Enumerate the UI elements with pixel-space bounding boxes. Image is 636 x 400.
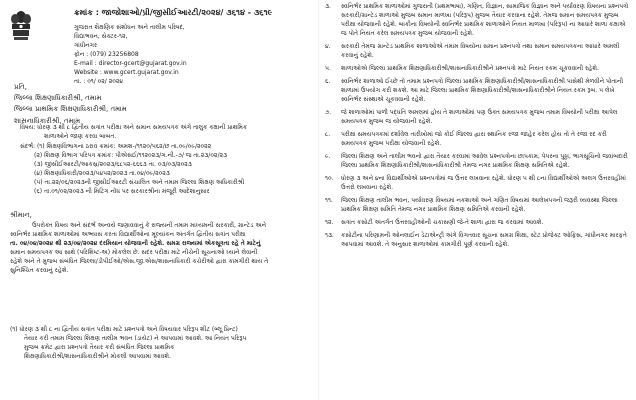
list-item [325,77,631,104]
references [20,142,312,196]
body-line: ઉપરોક્ત વિષય અને સંદર્ભ અન્વયે જણાવવાનું કે રાજ્યની તમામ માધ્યમની સરકારી, ગ્રાન્ટેડ અને [32,222,267,229]
list-item [325,64,631,73]
letter-page-right [318,0,636,400]
list-item [325,42,631,60]
item-text: ધોરણ ૩ અને ૪ના વિદ્યાર્થીઓએ પ્રશ્નપત્રોમાં જ ઉત્તર લખવાના રહેશે. ધોરણ ૫ થી ૮ના વિદ્યાર્થીઓએ અલગ ઉત્તરવહીમાં ઉત્તરો લખવાના રહેશે. [341,175,626,191]
subject-line: વિષય: ધોરણ ૩ થી ૮ દ્વિતીય સત્રાંત પરીક્ષા અને સમાન સમયપત્રક અંગે તાલુક કક્ષાની પ્રાથમિક [20,124,248,131]
reference-line: (૨) શિક્ષણ વિભાગ પરિપત્ર ક્રમાંક: પીએસઈ/૧૧૨૦૨૩/ગ.ની.-૭/ જ તા.૨૩/૦૨/૨૩ [34,152,227,159]
instruction-item-1 [10,325,310,361]
office-website: Website : www.gcert.gujarat.gov.in [74,69,179,76]
item-text: સ્વનિર્ભર પ્રાથમિક શાળાઓમાં ગુજરાતી (પ્રથમભાષા), ગણિત, વિજ્ઞાન, સામાજિક વિજ્ઞાન અને પર્યાવરણ વિષયના પ્રશ્નપત્રો સરકારી/ગ્રાન્ટેડ શાળાઓ મુજબ સમાન માળખા (પરિરૂપ) મુજબ તૈયાર કરવાના રહેશે. તેમજ સમાન સમયપત્રક મુજબ પરીક્ષા યોજવાની રહેશે. બાકીના વિષયોની સ્વનિર્ભર પ્રાથમિક શાળાઓને નિયત માળખા (પરિરૂપ) ના આધારે શાળા કક્ષાએ જ પોતે નિયત કરેલ સમયપત્રક મુજબ યોજવાની રહેશે. [341,3,629,37]
subject-line: શાળાઓને જાણ કરવા બાબત. [44,133,117,140]
item-number: ૧૩. [325,232,334,239]
item-number: ૭. [325,109,332,116]
item-number: ૪. [325,43,331,50]
item-text: શાળાઓએ જિલ્લા પ્રાથમિક શિક્ષણાધિકારીશ્રી/શાસનાધિકારીશ્રીને પ્રશ્નપત્રો માટે નિયત રકમ ચૂકવવાની રહેશે. [341,65,599,72]
reference-line: (૩) જીસીઈઆરટી/આકસ્ર/૨૦૨૩/૬૮૫૨-૬૬૬૩ તા. ૦૩/૦૩/૨૦૨૩ [34,161,192,168]
item-text: જે શાળાઓમાં પાળી પદ્ધતિ અમલમાં હોય તે શાળાઓમાં પણ ઉક્ત સમયપત્રક મુજબ તમામ વિષયોની પરીક્ષા આપેલ સમયપત્રક મુજબ જ યોજવાની રહેશે. [341,109,618,125]
item-number: ૧૧. [325,197,333,204]
body-line: મુજબ ક્રમેટ દ્વારા પ્રશ્નપત્રો તૈયાર કરી સંબંધિત જિલ્લા પ્રાથમિક [24,344,175,351]
office-email: E-mail : director-gcert@gujarat.gov.in [74,60,187,67]
office-phone: ફોન : (079) 23256808 [74,51,139,58]
recipient-line: જિલ્લા પ્રાથમિક શિક્ષણાધિકારીશ્રી, તમામ [14,105,127,114]
list-item [325,174,631,192]
reference-line: સંદર્ભ: (૧) શિક્ષણવિભાગના ઠરાવ ક્રમાંક: અમશ-/૧૧૨૦/૫૬૨/છ તા.૦૯/૦૯/૨૦૨૨ [20,143,212,150]
item-number: ૮. [325,131,331,138]
item-number: ૧૨. [325,219,334,226]
item-number: ૬. [325,78,331,85]
item-text: સત્રાંત કસોટી અંતર્ગત ઉત્તરવહીઓની ચકાસણી જે-તે શાળા દ્વારા જ કરવામાં આવશે. [341,219,544,226]
item-number: ૯. [325,153,331,160]
item-text: જિલ્લા શિક્ષણ તાલીમ ભવન, પર્યાવરણ વિષયમાં નકશાઓ અને ગણિત વિષયમાં આલેખપત્રની જરૂરી વ્યવસ્થા જિલ્લા પ્રાથમિક શિક્ષણ સમિતિ તેમજ નગર પ્રાથમિક શિક્ષણ સમિતિએ કરવાની રહેશે. [341,197,618,213]
office-line: વિદ્યાભવન, સેક્ટર-૧૨, [74,33,128,40]
salutation: શ્રીમાન, [10,211,32,219]
body-line: શિક્ષણાધિકારીશ્રી/શાસનાધિકારીશ્રીને મોકલી આપવામાં આવશે. [24,353,171,360]
recipient-line: શાસનાધિકારીશ્રી, તમામ [14,116,81,125]
recipients [14,82,309,127]
body-line: સુનિશ્ચિત કરવાનું રહેશે. [10,267,69,274]
body-line: રહેશે અને તે મુજબ સંબંધિત જિલ્લા/ડીપીઈઓ/એસ.જી.એસ/શાસનાધિકારી કચેરીઓ દ્વારા કામગીરી થાય તે [10,258,269,265]
list-item [325,2,631,38]
letter-date: તા. : ૦૧/ ૦૨/ ૨૦૨૪ [74,78,124,85]
item-text: કસોટીના પરિણામની ઓનલાઈન ડેટાએન્ટ્રી અંગે વિગતવાર સૂચના સમગ્ર શિક્ષા, સ્ટેટ પ્રોજેક્ટ ઓફિસ, ગાંધીનગર મારફતે આપવામાં આવશે. તે અનુસાર શાળાઓમાં કામગીરી પૂર્ણ કરવાની રહેશે. [341,232,627,248]
body-paragraph [10,221,310,275]
list-item [325,196,631,214]
letter-number: ક્રમાંક : જાજોશાઓ/પ્રી/જીસીઈઆરટી/૨૦૨૪/ ૩૬૧૪ - ૩૬૧૯ [74,8,273,17]
list-item [325,218,631,227]
item-text: જિલ્લા શિક્ષણ અને તાલીમ ભવનો દ્વારા તૈયાર કરવામાં આવેલ પ્રશ્નપત્રોના છાપકામ, પેપરના પુઠ્ઠા, ભાગસૂચિનો જવાબદારી જિલ્લા પ્રાથમિક શિક્ષણાધિકારીશ્રી/શાસનાધિકારીશ્રી તેમજ નગર પ્રાથમિક શિક્ષણ સમિતિએ રહેશે. [341,153,628,169]
reference-line: (૬) તા.૦૧/૦૨/૨૦૨૩ ની મિટિંગ નોંધ પર સરકારશ્રીના મંજૂરી આદેશાનુસાર [34,188,210,195]
body-line: તૈયાર કરી તમામ જિલ્લા શિક્ષણ તાલીમ ભવન (ડાયેટ) ને આપવામાં આવશે. આ નિયત પરિરૂપ [24,335,247,342]
recipient-line: જિલ્લા શિક્ષણાધિકારીશ્રી, તમામ [14,94,102,103]
list-item [325,231,631,249]
item-text: પરીક્ષા સમયપત્રકમાં દર્શાવેલ તારીખોમાં જો કોઈ જિલ્લા દ્વારા સ્થાનિક રજા જાહેર કરેલ હોય તો તે રજા રદ કરી સમયપત્રક મુજબ પરીક્ષા યોજવાની રહેશે. [341,131,607,147]
item-number: ૩. [325,3,331,10]
office-line: ગુજરાત શૈક્ષણિક સંશોધન અને તાલીમ પરિષદ, [74,24,185,31]
reference-line: (૪) શિક્ષણાધિકારી/૨૦૨૩/૫૪૫૨/૨૦૨૩ તા.૦૪/૦૯/૨૦૨૩ [34,170,170,177]
item-text: સ્વનિર્ભર શાળાઓ ઈચ્છે તો તમામ પ્રશ્નપત્રો જિલ્લા પ્રાથમિક શિક્ષણાધિકારીશ્રી/શાસનાધિકારીશ્રી પાસેથી મેળવીને પોતાની શાળામાં ઉપયોગ કરી શકશે. આ માટે જિલ્લા પ્રાથમિક શિક્ષણાધિકારીશ્રી/શાસનાધિકારીશ્રીને નિયત રકમ રૂબ. ૫ લેખે સ્વનિર્ભર સંસ્થાએ ચૂકવવાની રહેશે. [341,78,624,103]
instruction-list [325,2,631,253]
body-line: સ્વનિર્ભર પ્રાથમિક શાળાઓમાં અભ્યાસ કરતા વિદ્યાર્થીઓના મૂલ્યાંકન અંતર્ગત દ્વિતીય સત્રાંત પરીક્ષા [10,231,246,238]
body-line-dates: તા. ૦૪/૦૪/૨૦૨૪ થી ૨૩/૦૪/૨૦૨૪ દરમિયાન યોજવાની રહેશે. સમગ્ર રાજ્યમાં એકસૂત્રતા રહે તે માટેનું [10,240,261,247]
item-number: ૫. [325,65,331,72]
subject [20,123,310,141]
list-item [325,130,631,148]
list-item [325,152,631,170]
body-line: (૧) ધોરણ ૩ થી ૮ ના દ્વિતીય સત્રાંત પરીક્ષા માટે પ્રશ્નપત્રો અને વિષયવાર પરિરૂપ શીટ (બ્લૂ પ્રિન્ટ) [10,326,238,333]
state-emblem-icon [8,8,34,42]
item-number: ૧૦. [325,175,334,182]
office-address [74,23,214,86]
list-item [325,108,631,126]
prati-label: પ્રતિ, [14,83,27,91]
item-text: સરકારી તેમજ ગ્રાન્ટેડ પ્રાથમિક શાળાઓએ તમામ વિષયોના સમાન પ્રશ્નપત્રો તથા સમાન સમયપત્રકના આધારે અમલી કરવાનું રહેશે. [341,43,620,59]
body-line: સમાન સમયપત્રક આ સાથે (પરિશિષ્ટ-અ) મોકલેલ છે. સદર પરીક્ષા માટે નીચેની સૂચનાઓ ધ્યાને લેવાની [10,249,258,256]
office-line: ગાંધીનગર [74,42,98,49]
reference-line: (૫) તા.૨૨/૦૬/૨૦૨૩ની જીસીઈઆરટી સંચાલિત અને તમામ જિલ્લા શિક્ષણ અધિકારીશ્રી [34,179,245,186]
